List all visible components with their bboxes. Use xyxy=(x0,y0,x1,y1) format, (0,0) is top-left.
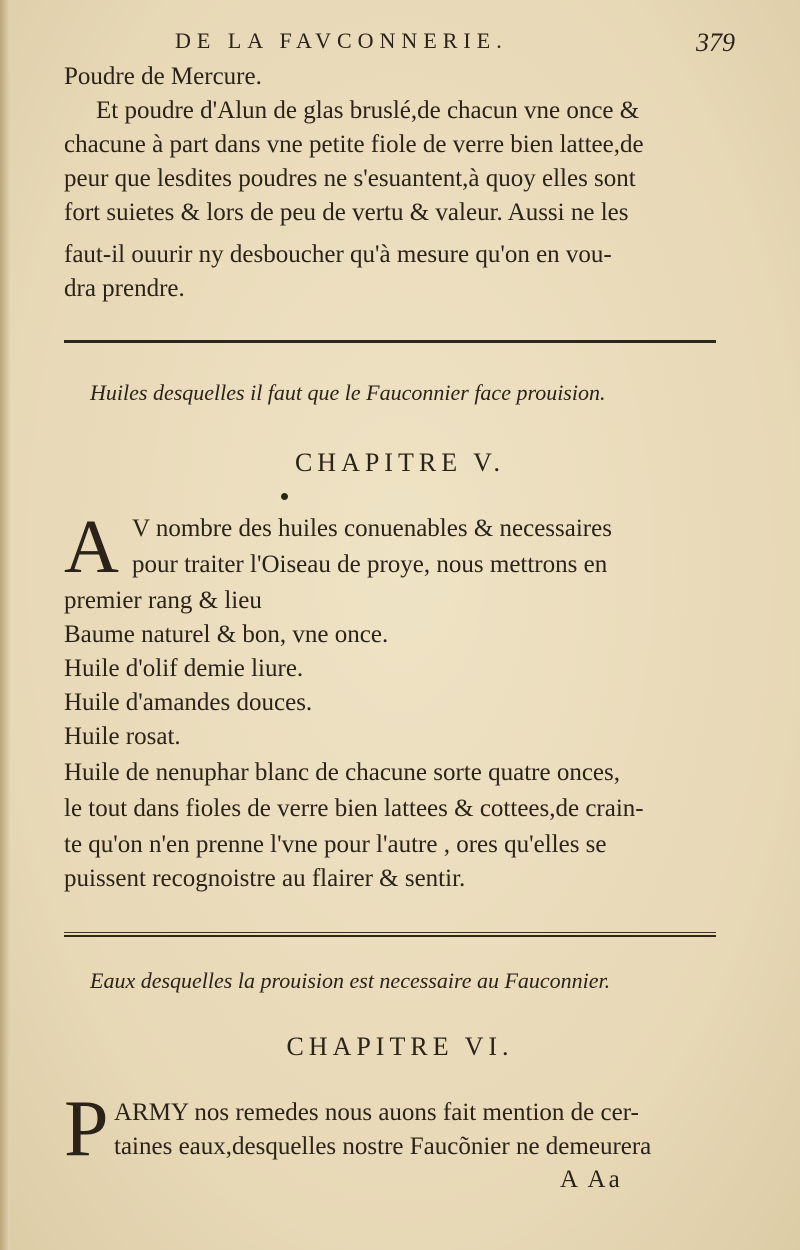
text-line: fort suietes & lors de peu de vertu & valeur. Aussi ne les xyxy=(64,199,629,226)
text-line: Huile de nenuphar blanc de chacune sorte quatre onces, xyxy=(64,759,621,786)
chapter-heading: CHAPITRE V. xyxy=(294,448,506,477)
section-title: Eaux desquelles la prouision est necessaire au Fauconnier. xyxy=(90,968,611,993)
text-line: Et poudre d'Alun de glas bruslé,de chacun vne once & xyxy=(96,97,640,124)
text-line: te qu'on n'en prenne l'vne pour l'autre , ores qu'elles se xyxy=(64,831,607,858)
drop-cap: P xyxy=(64,1085,109,1173)
running-head: DE LA FAVCONNERIE. xyxy=(175,28,508,53)
chapter-heading: CHAPITRE VI. xyxy=(286,1032,514,1061)
text-line: le tout dans fioles de verre bien lattees & cottees,de crain- xyxy=(64,795,644,822)
text-line: chacune à part dans vne petite fiole de verre bien lattee,de xyxy=(64,131,644,158)
text-line: Huile d'olif demie liure. xyxy=(64,655,304,682)
text-line: pour traiter l'Oiseau de proye, nous mettrons en xyxy=(132,551,608,578)
page-header xyxy=(175,28,735,62)
text-line: V nombre des huiles conuenables & necessaires xyxy=(132,515,612,542)
section-divider xyxy=(64,935,716,937)
page-binding-edge xyxy=(0,0,10,1250)
section-title: Huiles desquelles il faut que le Fauconnier face prouision. xyxy=(90,380,606,405)
text-line: Poudre de Mercure. xyxy=(64,63,262,90)
text-line: dra prendre. xyxy=(64,275,185,302)
page-number: 379 xyxy=(696,28,735,57)
text-line: faut-il ouurir ny desboucher qu'à mesure qu'on en vou- xyxy=(64,241,612,268)
text-line: premier rang & lieu xyxy=(64,587,262,614)
text-line: Huile d'amandes douces. xyxy=(64,689,313,716)
text-line: Huile rosat. xyxy=(64,723,181,750)
section-divider xyxy=(64,932,716,933)
text-line: peur que lesdites poudres ne s'esuantent,à quoy elles sont xyxy=(64,165,636,192)
text-line: Baume naturel & bon, vne once. xyxy=(64,621,389,648)
drop-cap: A xyxy=(64,505,119,589)
text-line: puissent recognoistre au flairer & sentir. xyxy=(64,865,466,892)
section-divider xyxy=(64,340,716,343)
ornament-dot xyxy=(281,493,288,500)
text-line: ARMY nos remedes nous auons fait mention de cer- xyxy=(114,1099,639,1126)
text-line: taines eaux,desquelles nostre Faucõnier ne demeurera xyxy=(114,1133,652,1160)
signature-mark: A Aa xyxy=(560,1166,623,1193)
